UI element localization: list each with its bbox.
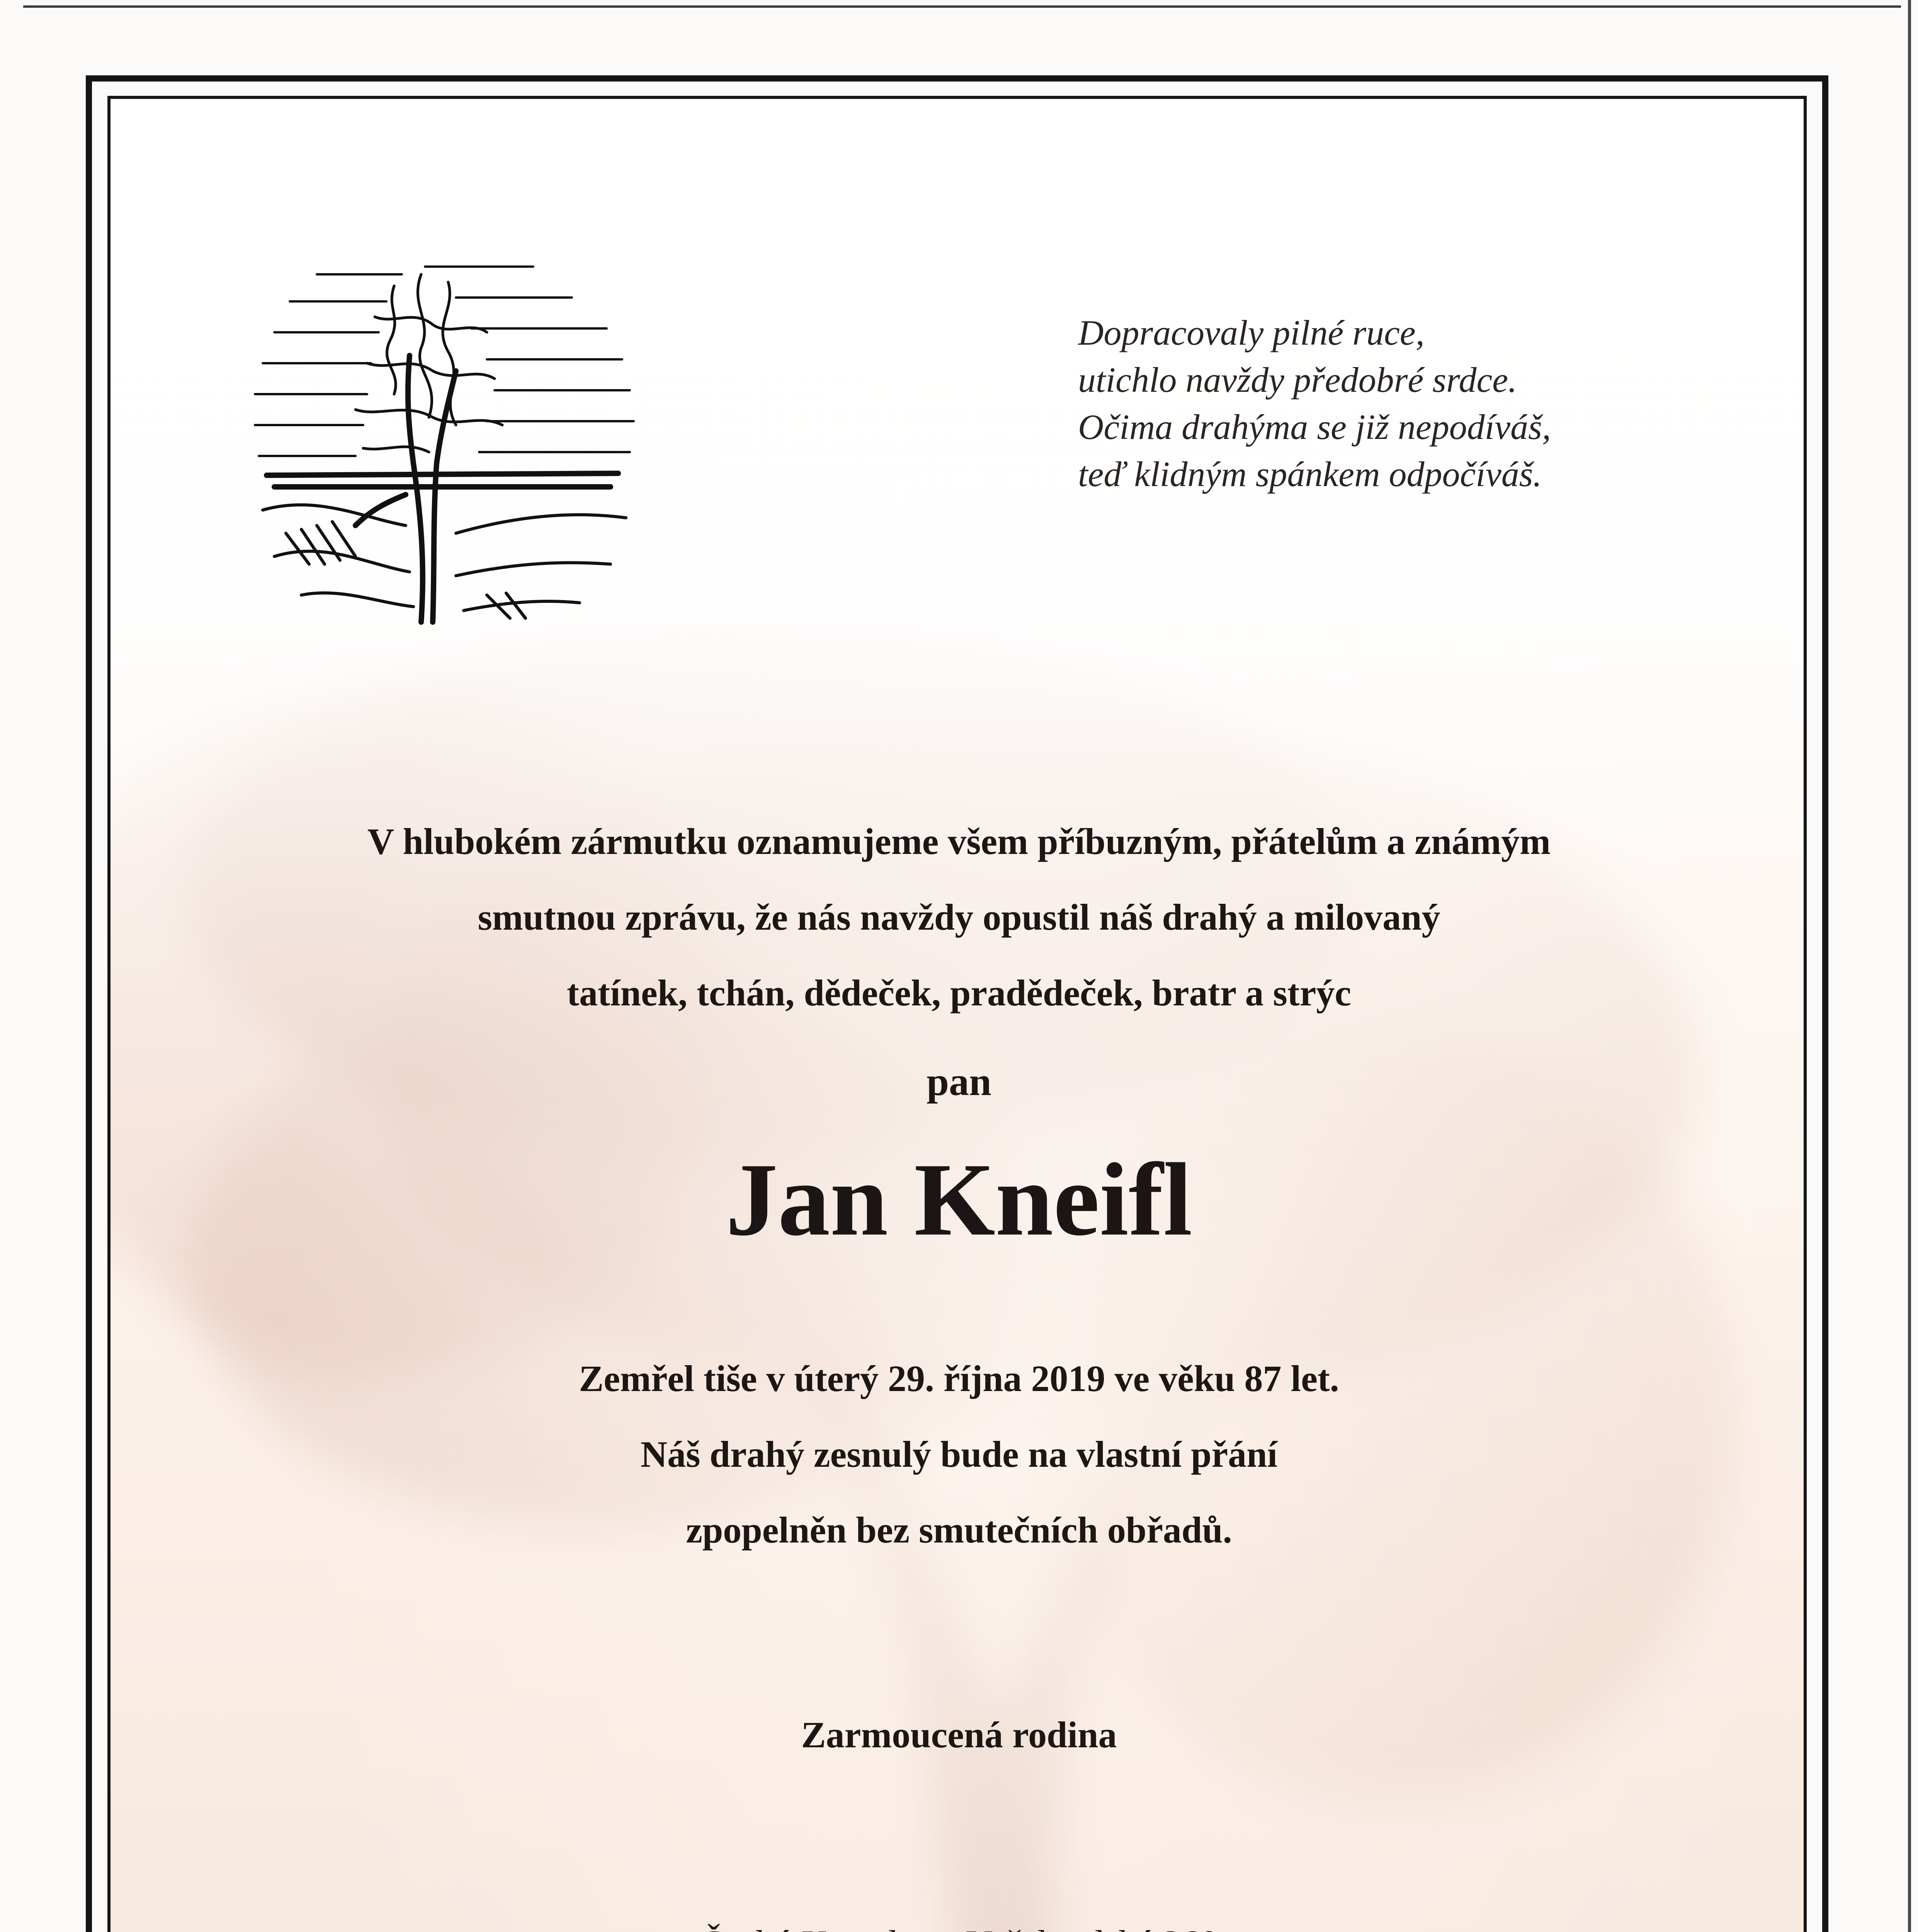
announcement-line: smutnou zprávu, že nás navždy opustil náš drahý a milovaný — [155, 879, 1763, 955]
signature: Zarmoucená rodina — [155, 1708, 1763, 1762]
deceased-name: Jan Kneifl — [155, 1136, 1763, 1264]
honorific: pan — [155, 1051, 1763, 1113]
poem-line: Očima drahýma se již nepodíváš, — [1078, 403, 1696, 451]
announcement-line: tatínek, tchán, dědeček, pradědeček, bratr a strýc — [155, 955, 1763, 1031]
death-notice-line: Náš drahý zesnulý bude na vlastní přání — [155, 1417, 1763, 1492]
poem-line: utichlo navždy předobré srdce. — [1078, 356, 1696, 403]
poem-line: Dopracovaly pilné ruce, — [1078, 309, 1696, 356]
poem-line: teď klidným spánkem odpočíváš. — [1078, 451, 1696, 498]
death-notice-line: Zemřel tiše v úterý 29. října 2019 ve věku 87 let. — [155, 1341, 1763, 1417]
death-notice-line: zpopelněn bez smutečních obřadů. — [155, 1492, 1763, 1568]
announcement-line: V hlubokém zármutku oznamujeme všem příbuzným, přátelům a známým — [155, 804, 1763, 879]
